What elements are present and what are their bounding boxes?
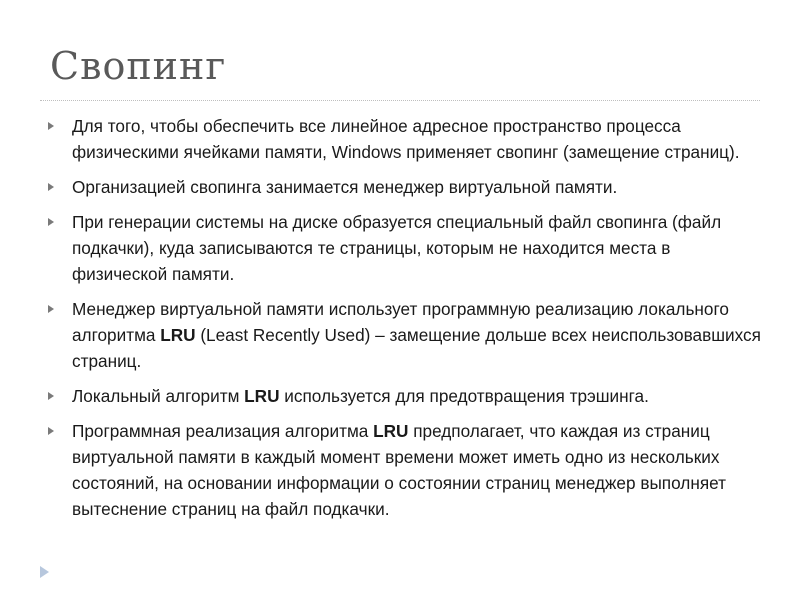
title-divider	[40, 100, 760, 101]
bullet-text-bold: LRU	[373, 421, 409, 441]
triangle-right-icon	[48, 122, 54, 130]
bullet-text	[72, 386, 649, 406]
bullet-text	[72, 421, 726, 519]
bullet-list	[46, 113, 766, 531]
slide-title: Свопинг	[50, 44, 227, 88]
bullet-text-bold: LRU	[160, 325, 196, 345]
bullet-text-segment: Для того, чтобы обеспечить все линейное адресное пространство процесса физическими ячейками памяти, Windows применяет свопинг (замещение страниц).	[72, 116, 740, 162]
nav-triangle-icon	[40, 566, 49, 578]
bullet-text-segment: Локальный алгоритм	[72, 386, 245, 406]
bullet-text-segment: Организацией свопинга занимается менеджер виртуальной памяти.	[72, 177, 618, 197]
bullet-text-segment: (Least Recently Used) – замещение дольше всех неиспользовавшихся страниц.	[72, 325, 761, 371]
bullet-text	[72, 177, 617, 197]
bullet-text	[72, 212, 721, 284]
bullet-text-segment: Программная реализация алгоритма	[72, 421, 374, 441]
bullet-text-segment: используется для предотвращения трэшинга.	[279, 386, 649, 406]
bullet-text-bold: LRU	[244, 386, 280, 406]
bullet-text-segment: предполагает, что каждая из страниц виртуальной памяти в каждый момент времени может иметь одно из нескольких состояний, на основании информации о состоянии страниц менеджер выполняет вытеснение страниц на файл подкачки.	[72, 421, 726, 519]
bullet-text-segment: При генерации системы на диске образуется специальный файл свопинга (файл подкачки), куда записываются те страницы, которым не находится места в физической памяти.	[72, 212, 722, 284]
bullet-item	[46, 209, 766, 287]
triangle-right-icon	[48, 218, 54, 226]
bullet-text	[72, 299, 761, 371]
bullet-text	[72, 116, 740, 162]
bullet-item	[46, 383, 766, 409]
triangle-right-icon	[48, 183, 54, 191]
triangle-right-icon	[48, 392, 54, 400]
bullet-item	[46, 418, 766, 522]
bullet-item	[46, 174, 766, 200]
bullet-item	[46, 113, 766, 165]
bullet-item	[46, 296, 766, 374]
triangle-right-icon	[48, 305, 54, 313]
triangle-right-icon	[48, 427, 54, 435]
bullet-text-segment: Менеджер виртуальной памяти использует программную реализацию локального алгоритма	[72, 299, 729, 345]
